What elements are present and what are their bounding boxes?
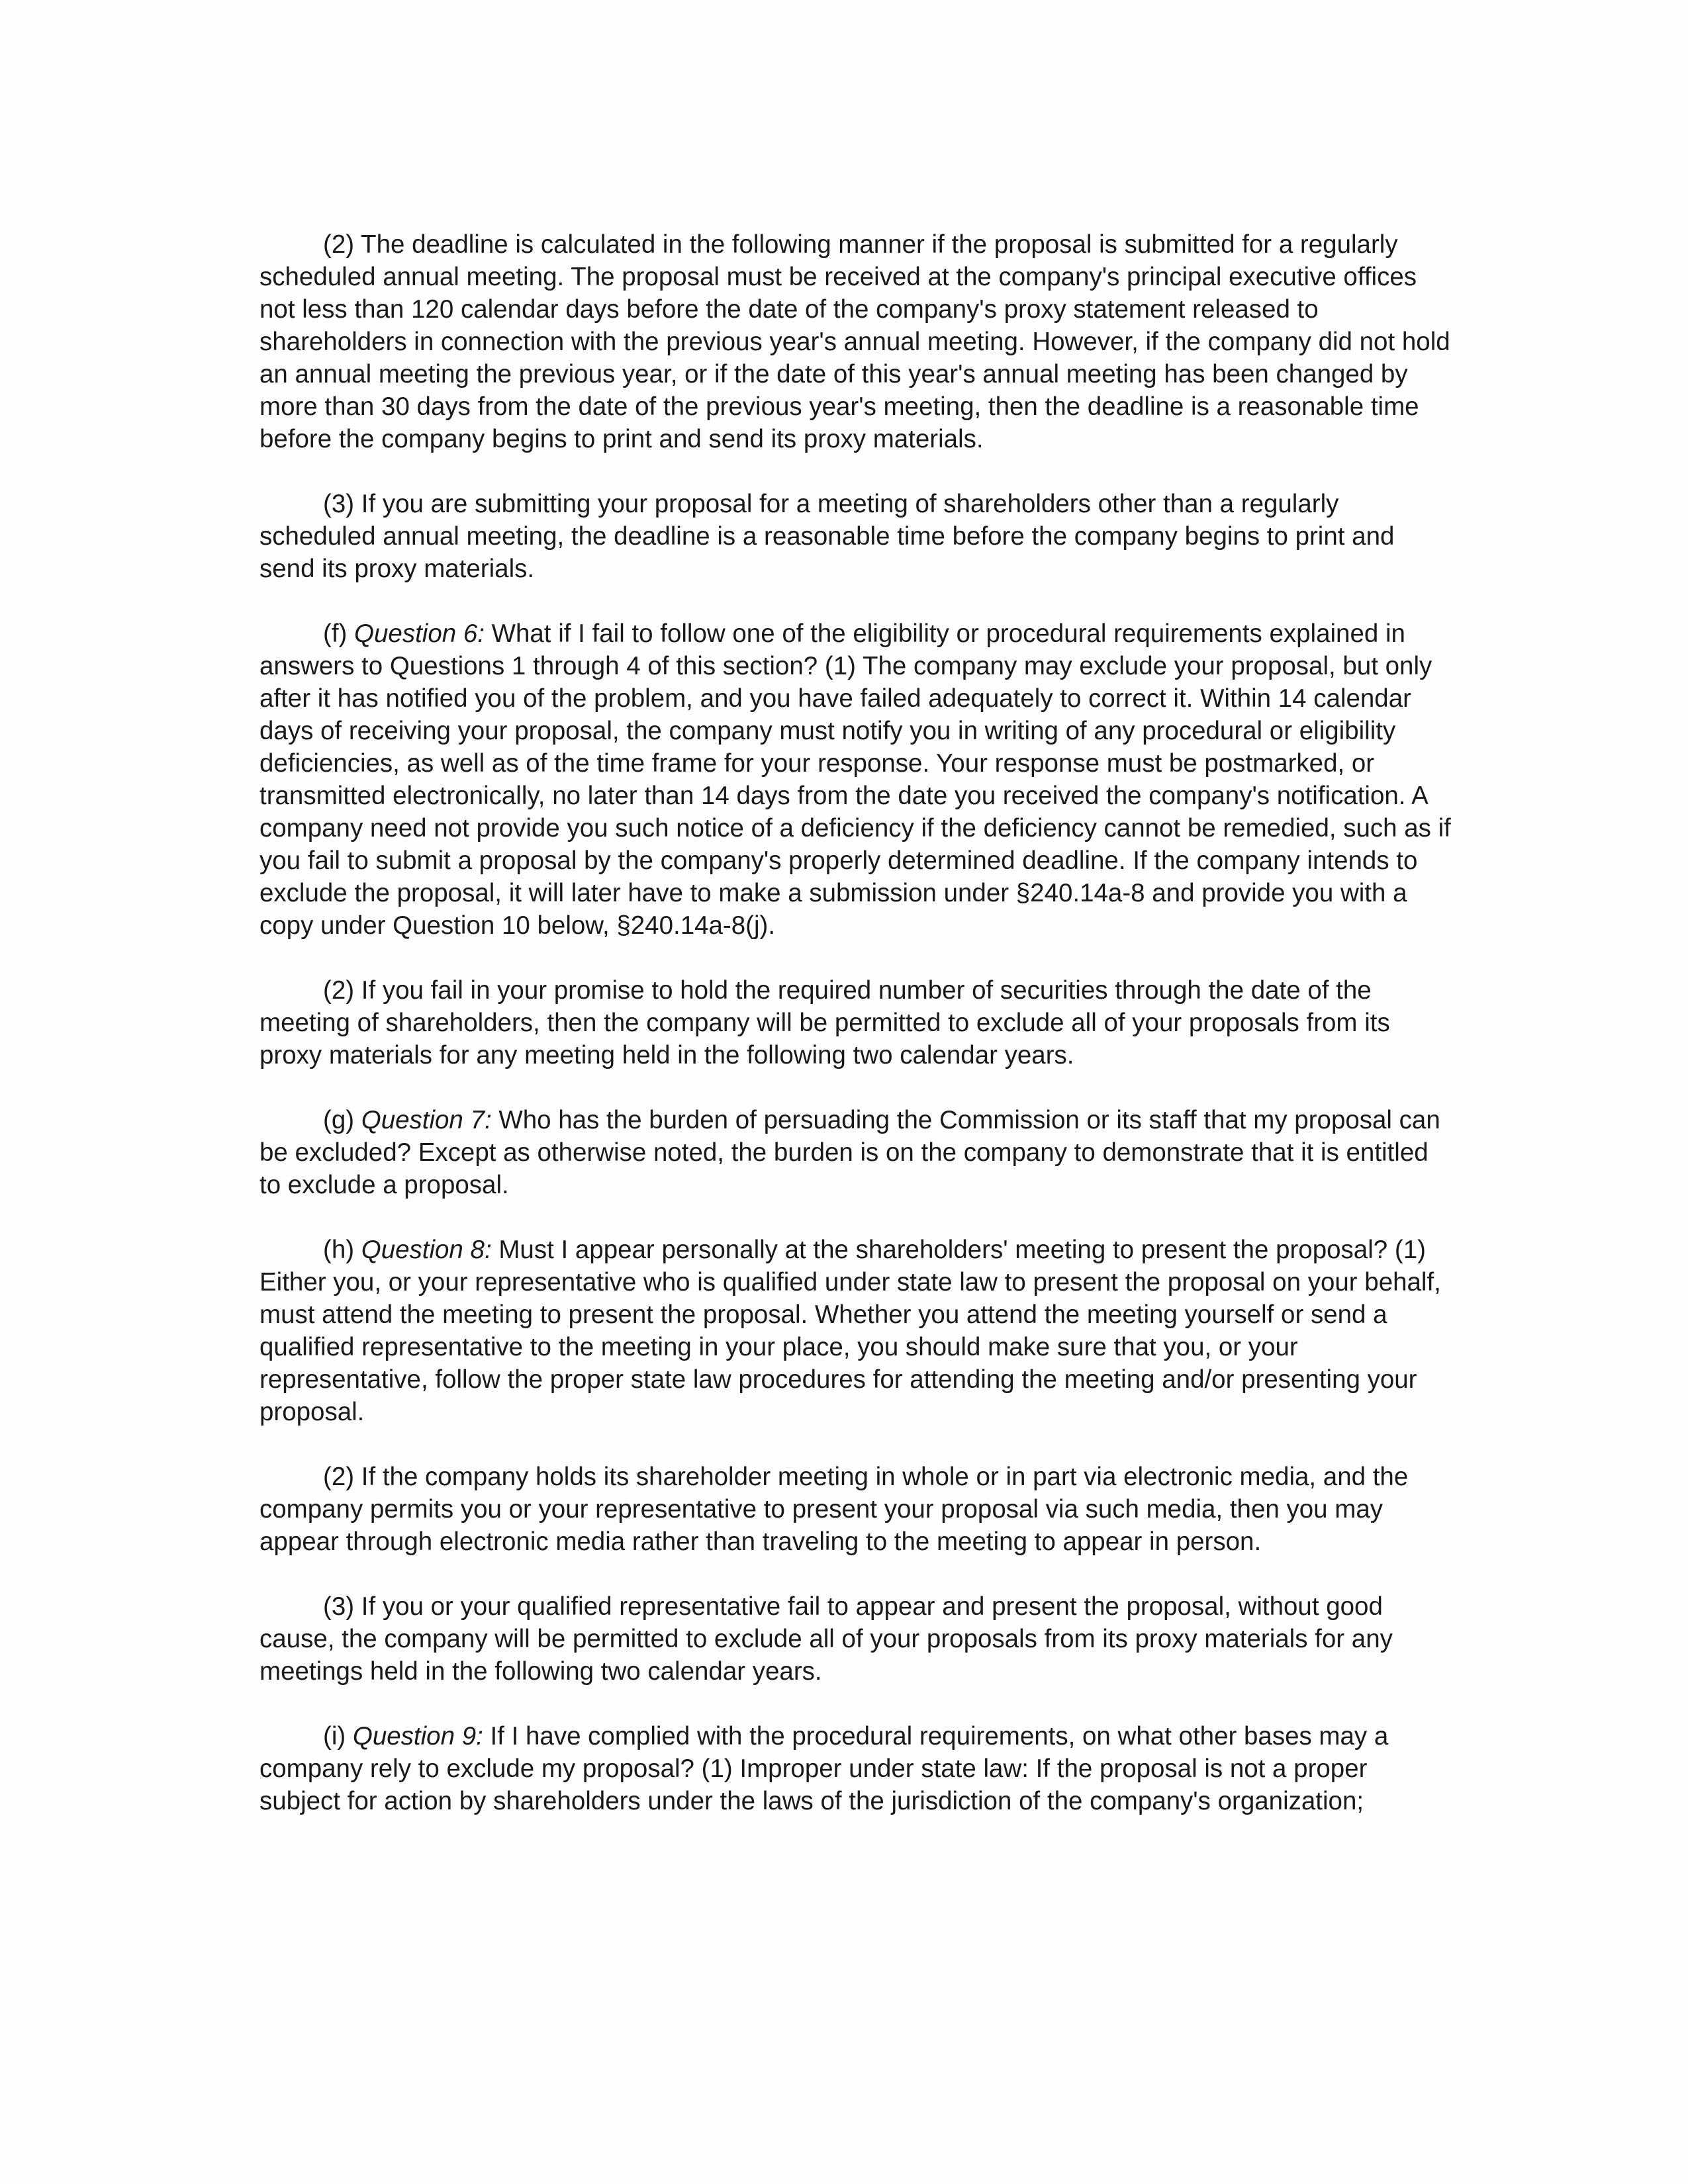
paragraph-text: (3) If you or your qualified representative fail to appear and present the proposal, without good cause, the company will be permitted to exclude all of your proposals from its proxy materials for any meetings held in the following two calendar years. (259, 1592, 1393, 1686)
paragraph-question-7 (259, 1104, 1451, 1201)
paragraph-question-9 (259, 1720, 1451, 1817)
paragraph-label: (f) (323, 619, 355, 648)
paragraph-fail-to-hold-securities (259, 974, 1451, 1071)
paragraph-text: If I have complied with the procedural requirements, on what other bases may a company rely to exclude my proposal? (1) Improper under state law: If the proposal is not a proper subject for action by shareholders under the laws of the jurisdiction of the company's organization; (259, 1722, 1389, 1815)
question-heading: Question 7: (361, 1106, 492, 1134)
question-heading: Question 6: (354, 619, 485, 648)
paragraph-text: (2) If you fail in your promise to hold the required number of securities through the date of the meeting of shareholders, then the company will be permitted to exclude all of your proposals from its proxy materials for any meeting held in the following two calendar years. (259, 976, 1390, 1069)
paragraph-text: What if I fail to follow one of the eligibility or procedural requirements explained in answers to Questions 1 through 4 of this section? (1) The company may exclude your proposal, but only after it has notified you of the problem, and you have failed adequately to correct it. Within 14 calendar days of receiving your proposal, the company must notify you in writing of any procedural or eligibility deficiencies, as well as of the time frame for your response. Your response must be postmarked, or transmitted electronically, no later than 14 days from the date you received the company's notification. A company need not provide you such notice of a deficiency if the deficiency cannot be remedied, such as if you fail to submit a proposal by the company's properly determined deadline. If the company intends to exclude the proposal, it will later have to make a submission under §240.14a-8 and provide you with a copy under Question 10 below, §240.14a-8(j). (259, 619, 1451, 940)
paragraph-label: (g) (323, 1106, 361, 1134)
paragraph-text: Must I appear personally at the shareholders' meeting to present the proposal? (1) Either you, or your representative who is qualified under state law to present the proposal on your behalf, must attend the meeting to present the proposal. Whether you attend the meeting yourself or send a qualified representative to the meeting in your place, you should make sure that you, or your representative, follow the proper state law procedures for attending the meeting and/or presenting your proposal. (259, 1236, 1441, 1426)
paragraph-text: (3) If you are submitting your proposal for a meeting of shareholders other than a regularly scheduled annual meeting, the deadline is a reasonable time before the company begins to print and send its proxy materials. (259, 490, 1395, 583)
paragraph-deadline-regular-meeting (259, 228, 1451, 455)
paragraph-text: (2) The deadline is calculated in the following manner if the proposal is submitted for a regularly scheduled annual meeting. The proposal must be received at the company's principal executive offices not less than 120 calendar days before the date of the company's proxy statement released to shareholders in connection with the previous year's annual meeting. However, if the company did not hold an annual meeting the previous year, or if the date of this year's annual meeting has been changed by more than 30 days from the date of the previous year's meeting, then the deadline is a reasonable time before the company begins to print and send its proxy materials. (259, 230, 1450, 453)
question-heading: Question 8: (361, 1236, 492, 1264)
paragraph-deadline-other-meeting (259, 488, 1451, 585)
paragraph-question-6 (259, 617, 1451, 942)
document-body (259, 228, 1451, 1850)
paragraph-fail-to-appear (259, 1590, 1451, 1688)
paragraph-text: (2) If the company holds its shareholder meeting in whole or in part via electronic media, and the company permits you or your representative to present your proposal via such media, then you may appear through electronic media rather than traveling to the meeting to appear in person. (259, 1463, 1409, 1556)
paragraph-label: (h) (323, 1236, 361, 1264)
paragraph-text: Who has the burden of persuading the Commission or its staff that my proposal can be excluded? Except as otherwise noted, the burden is on the company to demonstrate that it is entitled to exclude a proposal. (259, 1106, 1440, 1199)
paragraph-electronic-media (259, 1461, 1451, 1558)
paragraph-label: (i) (323, 1722, 353, 1751)
question-heading: Question 9: (352, 1722, 483, 1751)
paragraph-question-8 (259, 1234, 1451, 1428)
